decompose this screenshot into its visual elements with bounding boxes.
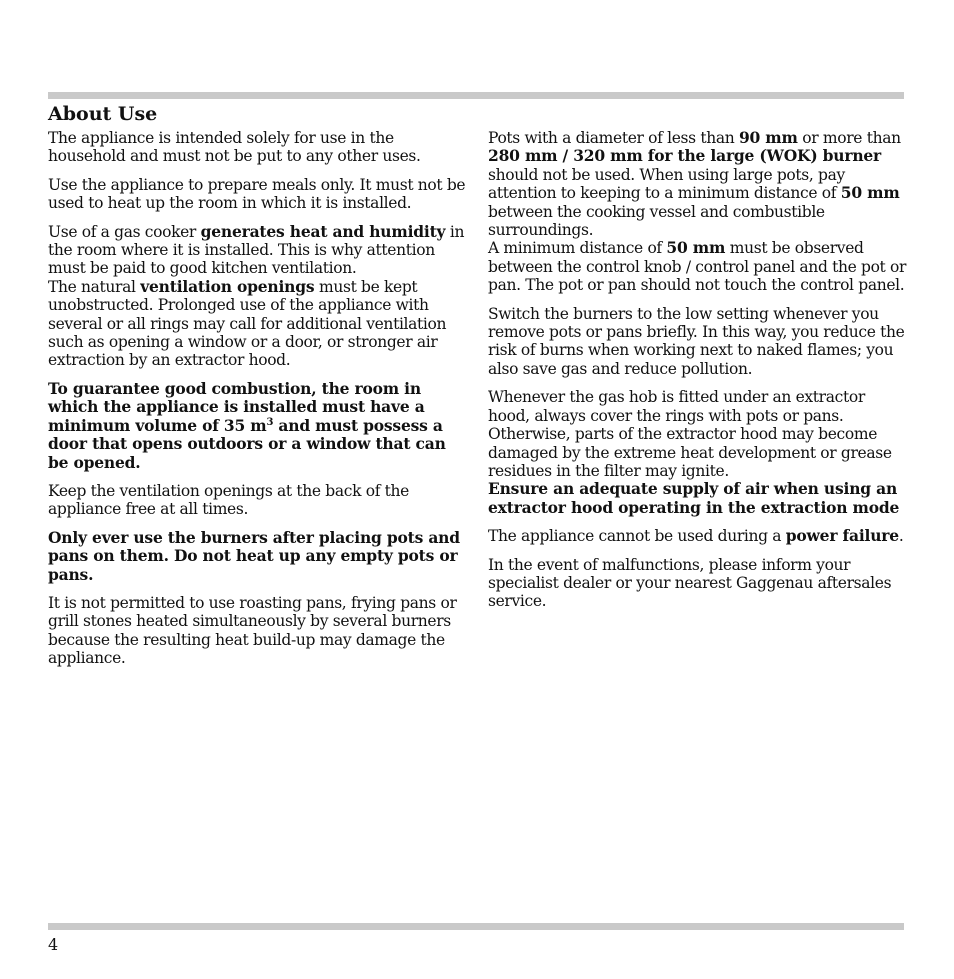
emphasis: Ensure an adequate supply of air when using an extractor hood operating in the extraction mode: [488, 479, 900, 517]
emphasis: Only ever use the burners after placing pots and pans on them. Do not heat up any empty pots or pans.: [48, 527, 460, 584]
text-run: must be observed between the control knob / control panel and the pot or pan. The pot or pan should not touch the control panel.: [488, 239, 907, 295]
empty-pots-warning: [48, 529, 468, 584]
air-supply-warning: [488, 480, 908, 517]
section-title: About Use: [48, 103, 158, 125]
emphasis: 50 mm: [840, 183, 900, 203]
low-setting-paragraph: Switch the burners to the low setting whenever you remove pots or pans briefly. In this way, you reduce the risk of burns when working next to naked flames; you also save gas and reduce pollution.: [488, 304, 905, 378]
text-run: Pots with a diameter of less than: [488, 129, 739, 147]
intended-use-paragraph: The appliance is intended solely for use in the household and must not be put to any other uses.: [48, 129, 421, 166]
text-run: in the room where it is installed. This is why attention must be paid to good kitchen ventilation.: [48, 222, 465, 278]
emphasis: ventilation openings: [140, 276, 315, 296]
emphasis: generates heat and humidity: [200, 221, 446, 241]
text-run: A minimum distance of: [488, 239, 667, 258]
emphasis: 90 mm: [738, 128, 798, 147]
text-run: and must possess a door that opens outdoors or a window that can be opened.: [48, 415, 446, 472]
pot-diameter-paragraph: [488, 129, 908, 239]
emphasis: [48, 379, 446, 472]
ventilation-openings-paragraph: Keep the ventilation openings at the back of the appliance free at all times.: [48, 481, 409, 519]
roasting-pans-paragraph: It is not permitted to use roasting pans, frying pans or grill stones heated simultaneously by several burners because the resulting heat build-up may damage the appliance.: [48, 593, 457, 668]
emphasis: 280 mm / 320 mm for the large (WOK) burner: [488, 146, 882, 166]
meals-only-paragraph: Use the appliance to prepare meals only. It must not be used to heat up the room in which it is installed.: [48, 175, 466, 213]
text-run: or more than: [797, 129, 901, 147]
power-failure-paragraph: [488, 527, 908, 545]
combustion-warning: [48, 380, 468, 472]
malfunctions-paragraph: In the event of malfunctions, please inform your specialist dealer or your nearest Gaggenau aftersales service.: [488, 555, 892, 611]
control-panel-distance-paragraph: [488, 239, 908, 294]
emphasis: power failure: [785, 526, 899, 546]
top-divider: [48, 92, 904, 99]
ventilation-paragraph: [48, 223, 468, 370]
text-run: should not be used. When using large pots, pay attention to keeping to a minimum distance of: [488, 165, 845, 203]
text-run: The natural: [48, 277, 141, 296]
extractor-hood-paragraph: Whenever the gas hob is fitted under an extractor hood, always cover the rings with pots or pans. Otherwise, parts of the extractor hood may become damaged by the extreme heat development or grease residues in the filter may ignite.: [488, 388, 892, 480]
bottom-divider: [48, 923, 904, 930]
text-run: The appliance cannot be used during a: [488, 527, 786, 546]
page-number: 4: [48, 935, 59, 954]
text-run: between the cooking vessel and combustible surroundings.: [488, 202, 825, 240]
left-column: [48, 129, 468, 678]
superscript: 3: [266, 416, 274, 428]
text-run: .: [898, 527, 904, 546]
text-run: Use of a gas cooker: [48, 222, 201, 241]
text-run: must be kept unobstructed. Prolonged use of the appliance with several or all rings may call for additional ventilation such as opening a window or a door, or stronger air extraction by an extractor hood.: [48, 277, 447, 370]
right-column: [488, 129, 908, 621]
text-run: To guarantee good combustion, the room in which the appliance is installed must have a minimum volume of 35 m: [48, 378, 425, 435]
emphasis: 50 mm: [666, 238, 726, 258]
